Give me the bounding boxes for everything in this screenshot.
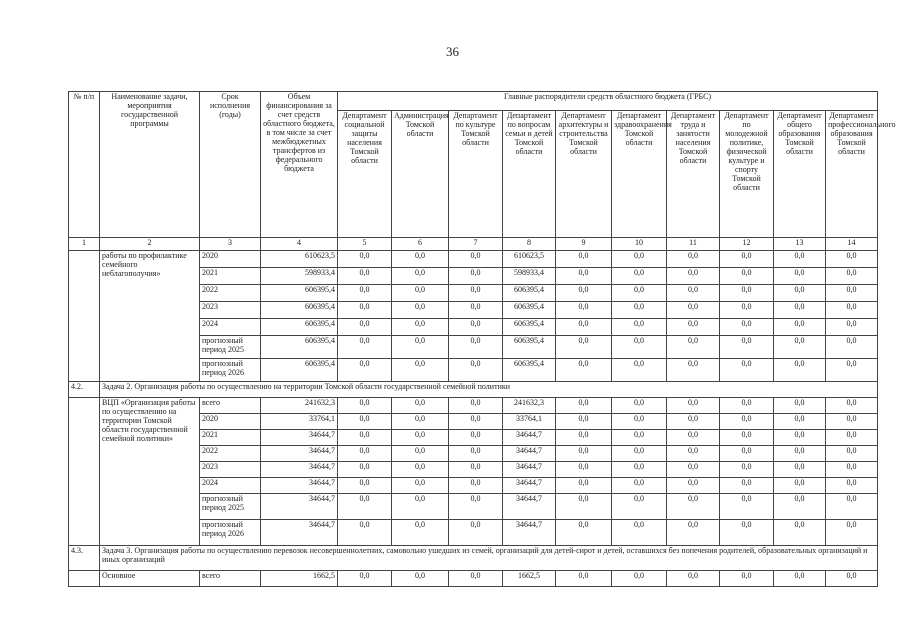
task-row xyxy=(69,382,878,398)
col-number: 7 xyxy=(449,238,503,251)
col-number: 9 xyxy=(556,238,612,251)
volume-cell: 34644,7 xyxy=(261,478,338,494)
table-row xyxy=(69,571,878,587)
grbs-value-cell: 598933,4 xyxy=(503,268,556,285)
grbs-value-cell: 0,0 xyxy=(667,398,720,414)
volume-cell: 610623,5 xyxy=(261,251,338,268)
grbs-value-cell: 0,0 xyxy=(720,571,774,587)
grbs-value-cell: 0,0 xyxy=(667,302,720,319)
grbs-value-cell: 0,0 xyxy=(392,285,449,302)
grbs-value-cell: 0,0 xyxy=(556,302,612,319)
page-number: 36 xyxy=(446,44,459,59)
volume-cell: 598933,4 xyxy=(261,268,338,285)
col-number: 1 xyxy=(69,238,100,251)
header-grbs-3: Департамент по культуре Томской области xyxy=(449,111,503,238)
header-grbs-4: Департамент по вопросам семьи и детей Томской области xyxy=(503,111,556,238)
col-number: 5 xyxy=(338,238,392,251)
grbs-value-cell: 0,0 xyxy=(826,462,878,478)
header-grbs-5: Департамент архитектуры и строительства Томской области xyxy=(556,111,612,238)
grbs-value-cell: 34644,7 xyxy=(503,520,556,546)
header-grbs-8: Департамент по молодежной политике, физической культуре и спорту Томской области xyxy=(720,111,774,238)
grbs-value-cell: 0,0 xyxy=(449,251,503,268)
col-number: 4 xyxy=(261,238,338,251)
activity-name: ВЦП «Организация работы по осуществлению на территории Томской области государственной семейной политики» xyxy=(100,398,200,546)
grbs-value-cell: 0,0 xyxy=(338,251,392,268)
grbs-value-cell: 0,0 xyxy=(667,478,720,494)
grbs-value-cell: 0,0 xyxy=(556,430,612,446)
grbs-value-cell: 610623,5 xyxy=(503,251,556,268)
col-number: 13 xyxy=(774,238,826,251)
grbs-value-cell: 0,0 xyxy=(720,251,774,268)
grbs-value-cell: 0,0 xyxy=(826,398,878,414)
grbs-value-cell: 34644,7 xyxy=(503,446,556,462)
grbs-value-cell: 0,0 xyxy=(392,478,449,494)
grbs-value-cell: 0,0 xyxy=(826,359,878,382)
grbs-value-cell: 0,0 xyxy=(612,430,667,446)
year-cell: всего xyxy=(200,398,261,414)
volume-cell: 606395,4 xyxy=(261,319,338,336)
grbs-value-cell: 0,0 xyxy=(392,462,449,478)
header-grbs-10: Департамент профессионального образования Томской области xyxy=(826,111,878,238)
grbs-value-cell: 0,0 xyxy=(667,446,720,462)
task-number: 4.2. xyxy=(69,382,100,398)
grbs-value-cell: 0,0 xyxy=(720,285,774,302)
task2-body xyxy=(69,398,878,546)
grbs-value-cell: 0,0 xyxy=(612,336,667,359)
grbs-value-cell: 0,0 xyxy=(556,398,612,414)
grbs-value-cell: 0,0 xyxy=(612,319,667,336)
header-grbs-2: Администрация Томской области xyxy=(392,111,449,238)
grbs-value-cell: 0,0 xyxy=(392,398,449,414)
grbs-value-cell: 0,0 xyxy=(774,285,826,302)
grbs-value-cell: 0,0 xyxy=(338,359,392,382)
grbs-value-cell: 0,0 xyxy=(826,478,878,494)
grbs-value-cell: 0,0 xyxy=(392,446,449,462)
year-cell: 2021 xyxy=(200,268,261,285)
grbs-value-cell: 0,0 xyxy=(338,478,392,494)
grbs-value-cell: 0,0 xyxy=(556,359,612,382)
grbs-value-cell: 606395,4 xyxy=(503,336,556,359)
col-number: 8 xyxy=(503,238,556,251)
grbs-value-cell: 0,0 xyxy=(556,285,612,302)
grbs-value-cell: 606395,4 xyxy=(503,359,556,382)
grbs-value-cell: 0,0 xyxy=(556,251,612,268)
grbs-value-cell: 0,0 xyxy=(667,520,720,546)
table-row xyxy=(69,398,878,414)
grbs-value-cell: 0,0 xyxy=(338,571,392,587)
grbs-value-cell: 0,0 xyxy=(392,302,449,319)
grbs-value-cell: 0,0 xyxy=(449,494,503,520)
grbs-value-cell: 0,0 xyxy=(774,430,826,446)
grbs-value-cell: 0,0 xyxy=(612,520,667,546)
grbs-value-cell: 0,0 xyxy=(720,414,774,430)
grbs-value-cell: 34644,7 xyxy=(503,478,556,494)
grbs-value-cell: 0,0 xyxy=(774,446,826,462)
volume-cell: 34644,7 xyxy=(261,494,338,520)
year-cell: 2023 xyxy=(200,462,261,478)
grbs-value-cell: 0,0 xyxy=(774,494,826,520)
col-number: 2 xyxy=(100,238,200,251)
grbs-value-cell: 33764,1 xyxy=(503,414,556,430)
year-cell: 2020 xyxy=(200,414,261,430)
grbs-value-cell: 0,0 xyxy=(826,268,878,285)
header-grbs-1: Департамент социальной защиты населения Томской области xyxy=(338,111,392,238)
grbs-value-cell: 0,0 xyxy=(449,302,503,319)
header-grbs-9: Департамент общего образования Томской области xyxy=(774,111,826,238)
volume-cell: 34644,7 xyxy=(261,462,338,478)
grbs-value-cell: 0,0 xyxy=(338,462,392,478)
grbs-value-cell: 0,0 xyxy=(826,446,878,462)
volume-cell: 606395,4 xyxy=(261,359,338,382)
activity-name: работы по профилактике семейного неблагополучия» xyxy=(100,251,200,382)
task-text: Задача 3. Организация работы по осуществлению перевозок несовершеннолетних, самовольно ушедших из семей, организаций для детей-сирот и детей, оставшихся без попечения родителей, образовательных организаций и иных организаций xyxy=(100,546,878,571)
grbs-value-cell: 0,0 xyxy=(449,571,503,587)
year-cell: 2021 xyxy=(200,430,261,446)
grbs-value-cell: 0,0 xyxy=(720,268,774,285)
grbs-value-cell: 0,0 xyxy=(774,398,826,414)
col-number: 10 xyxy=(612,238,667,251)
grbs-value-cell: 606395,4 xyxy=(503,319,556,336)
grbs-value-cell: 0,0 xyxy=(556,268,612,285)
grbs-value-cell: 0,0 xyxy=(826,319,878,336)
grbs-value-cell: 0,0 xyxy=(720,430,774,446)
activity-name: Основное xyxy=(100,571,200,587)
grbs-value-cell: 0,0 xyxy=(667,251,720,268)
task3-row-group xyxy=(69,546,878,571)
grbs-value-cell: 0,0 xyxy=(556,520,612,546)
grbs-value-cell: 0,0 xyxy=(720,336,774,359)
grbs-value-cell: 0,0 xyxy=(667,359,720,382)
grbs-value-cell: 0,0 xyxy=(612,478,667,494)
year-cell: прогнозный период 2026 xyxy=(200,359,261,382)
grbs-value-cell: 0,0 xyxy=(556,571,612,587)
grbs-value-cell: 0,0 xyxy=(612,302,667,319)
grbs-value-cell: 0,0 xyxy=(392,414,449,430)
grbs-value-cell: 0,0 xyxy=(556,319,612,336)
grbs-value-cell: 0,0 xyxy=(449,478,503,494)
grbs-value-cell: 0,0 xyxy=(392,571,449,587)
grbs-value-cell: 0,0 xyxy=(449,285,503,302)
col-number: 3 xyxy=(200,238,261,251)
grbs-value-cell: 0,0 xyxy=(720,478,774,494)
grbs-value-cell: 0,0 xyxy=(826,520,878,546)
grbs-value-cell: 0,0 xyxy=(774,414,826,430)
task-text: Задача 2. Организация работы по осуществлению на территории Томской области государственной семейной политики xyxy=(100,382,878,398)
grbs-value-cell: 0,0 xyxy=(612,251,667,268)
header-grbs-7: Департамент труда и занятости населения Томской области xyxy=(667,111,720,238)
grbs-value-cell: 0,0 xyxy=(612,571,667,587)
year-cell: 2020 xyxy=(200,251,261,268)
grbs-value-cell: 0,0 xyxy=(774,462,826,478)
grbs-value-cell: 0,0 xyxy=(667,285,720,302)
grbs-value-cell: 0,0 xyxy=(449,520,503,546)
grbs-value-cell: 0,0 xyxy=(338,302,392,319)
year-cell: всего xyxy=(200,571,261,587)
task3-body xyxy=(69,571,878,587)
grbs-value-cell: 0,0 xyxy=(392,359,449,382)
year-cell: 2022 xyxy=(200,446,261,462)
year-cell: 2023 xyxy=(200,302,261,319)
grbs-value-cell: 0,0 xyxy=(449,446,503,462)
year-cell: прогнозный период 2026 xyxy=(200,520,261,546)
grbs-value-cell: 0,0 xyxy=(774,319,826,336)
grbs-value-cell: 0,0 xyxy=(667,571,720,587)
grbs-value-cell: 0,0 xyxy=(449,268,503,285)
volume-cell: 34644,7 xyxy=(261,446,338,462)
row-number xyxy=(69,571,100,587)
task-number: 4.3. xyxy=(69,546,100,571)
grbs-value-cell: 0,0 xyxy=(774,571,826,587)
volume-cell: 241632,3 xyxy=(261,398,338,414)
grbs-value-cell: 0,0 xyxy=(392,494,449,520)
grbs-value-cell: 0,0 xyxy=(826,494,878,520)
grbs-value-cell: 0,0 xyxy=(556,494,612,520)
grbs-value-cell: 0,0 xyxy=(826,336,878,359)
year-cell: прогнозный период 2025 xyxy=(200,494,261,520)
year-cell: 2024 xyxy=(200,478,261,494)
grbs-value-cell: 0,0 xyxy=(392,319,449,336)
grbs-value-cell: 0,0 xyxy=(556,462,612,478)
col-number: 6 xyxy=(392,238,449,251)
grbs-value-cell: 0,0 xyxy=(338,446,392,462)
grbs-value-cell: 0,0 xyxy=(612,285,667,302)
year-cell: 2022 xyxy=(200,285,261,302)
grbs-value-cell: 0,0 xyxy=(338,398,392,414)
grbs-value-cell: 0,0 xyxy=(392,251,449,268)
grbs-value-cell: 0,0 xyxy=(449,462,503,478)
grbs-value-cell: 0,0 xyxy=(449,398,503,414)
grbs-value-cell: 0,0 xyxy=(556,336,612,359)
grbs-value-cell: 0,0 xyxy=(392,268,449,285)
grbs-value-cell: 0,0 xyxy=(826,302,878,319)
volume-cell: 606395,4 xyxy=(261,336,338,359)
row-number xyxy=(69,398,100,546)
grbs-value-cell: 0,0 xyxy=(667,336,720,359)
grbs-value-cell: 0,0 xyxy=(556,414,612,430)
task2-row-group xyxy=(69,382,878,398)
volume-cell: 606395,4 xyxy=(261,302,338,319)
volume-cell: 34644,7 xyxy=(261,520,338,546)
year-cell: 2024 xyxy=(200,319,261,336)
grbs-value-cell: 0,0 xyxy=(826,251,878,268)
grbs-value-cell: 0,0 xyxy=(556,478,612,494)
grbs-value-cell: 0,0 xyxy=(338,285,392,302)
grbs-value-cell: 0,0 xyxy=(338,430,392,446)
grbs-value-cell: 0,0 xyxy=(612,359,667,382)
grbs-value-cell: 0,0 xyxy=(449,359,503,382)
grbs-value-cell: 0,0 xyxy=(667,414,720,430)
grbs-value-cell: 0,0 xyxy=(774,302,826,319)
grbs-value-cell: 0,0 xyxy=(826,430,878,446)
grbs-value-cell: 34644,7 xyxy=(503,494,556,520)
grbs-value-cell: 606395,4 xyxy=(503,302,556,319)
grbs-value-cell: 0,0 xyxy=(720,302,774,319)
grbs-value-cell: 0,0 xyxy=(774,478,826,494)
grbs-value-cell: 0,0 xyxy=(392,520,449,546)
grbs-value-cell: 606395,4 xyxy=(503,285,556,302)
year-cell: прогнозный период 2025 xyxy=(200,336,261,359)
grbs-value-cell: 34644,7 xyxy=(503,462,556,478)
grbs-value-cell: 0,0 xyxy=(720,462,774,478)
col-number: 12 xyxy=(720,238,774,251)
grbs-value-cell: 0,0 xyxy=(556,446,612,462)
header-grbs-6: Департамент здравоохранения Томской области xyxy=(612,111,667,238)
grbs-value-cell: 0,0 xyxy=(612,494,667,520)
grbs-value-cell: 0,0 xyxy=(667,430,720,446)
grbs-value-cell: 0,0 xyxy=(667,462,720,478)
grbs-value-cell: 0,0 xyxy=(338,336,392,359)
volume-cell: 606395,4 xyxy=(261,285,338,302)
grbs-value-cell: 0,0 xyxy=(720,494,774,520)
header-grbs-group: Главные распорядители средств областного бюджета (ГРБС) xyxy=(338,92,878,111)
grbs-value-cell: 34644,7 xyxy=(503,430,556,446)
volume-cell: 34644,7 xyxy=(261,430,338,446)
grbs-value-cell: 0,0 xyxy=(720,319,774,336)
col-number: 11 xyxy=(667,238,720,251)
grbs-value-cell: 0,0 xyxy=(826,285,878,302)
grbs-value-cell: 0,0 xyxy=(774,336,826,359)
grbs-value-cell: 0,0 xyxy=(774,520,826,546)
grbs-value-cell: 0,0 xyxy=(612,414,667,430)
grbs-value-cell: 0,0 xyxy=(667,268,720,285)
grbs-value-cell: 1662,5 xyxy=(503,571,556,587)
grbs-value-cell: 0,0 xyxy=(720,446,774,462)
grbs-value-cell: 0,0 xyxy=(338,520,392,546)
grbs-value-cell: 0,0 xyxy=(392,430,449,446)
grbs-value-cell: 0,0 xyxy=(667,494,720,520)
volume-cell: 1662,5 xyxy=(261,571,338,587)
header-volume: Объем финансирования за счет средств областного бюджета, в том числе за счет межбюджетных трансфертов из федерального бюджета xyxy=(261,92,338,238)
grbs-value-cell: 0,0 xyxy=(720,359,774,382)
grbs-value-cell: 0,0 xyxy=(449,336,503,359)
grbs-value-cell: 0,0 xyxy=(612,462,667,478)
grbs-value-cell: 0,0 xyxy=(720,520,774,546)
grbs-value-cell: 0,0 xyxy=(338,414,392,430)
block1-body xyxy=(69,251,878,382)
grbs-value-cell: 0,0 xyxy=(720,398,774,414)
column-numbers-row xyxy=(69,238,878,251)
header-term: Срок исполнения (годы) xyxy=(200,92,261,238)
grbs-value-cell: 0,0 xyxy=(449,414,503,430)
grbs-value-cell: 0,0 xyxy=(338,494,392,520)
grbs-value-cell: 0,0 xyxy=(774,359,826,382)
budget-table xyxy=(68,91,896,587)
grbs-value-cell: 0,0 xyxy=(826,414,878,430)
header-num: № п/п xyxy=(69,92,100,238)
grbs-value-cell: 0,0 xyxy=(449,319,503,336)
grbs-value-cell: 0,0 xyxy=(612,446,667,462)
grbs-value-cell: 0,0 xyxy=(392,336,449,359)
grbs-value-cell: 0,0 xyxy=(449,430,503,446)
grbs-value-cell: 0,0 xyxy=(338,268,392,285)
header-name: Наименование задачи, мероприятия государственной программы xyxy=(100,92,200,238)
grbs-value-cell: 241632,3 xyxy=(503,398,556,414)
grbs-value-cell: 0,0 xyxy=(612,268,667,285)
grbs-value-cell: 0,0 xyxy=(612,398,667,414)
grbs-value-cell: 0,0 xyxy=(774,268,826,285)
grbs-value-cell: 0,0 xyxy=(338,319,392,336)
grbs-value-cell: 0,0 xyxy=(667,319,720,336)
table-row xyxy=(69,251,878,268)
row-number xyxy=(69,251,100,382)
grbs-value-cell: 0,0 xyxy=(774,251,826,268)
volume-cell: 33764,1 xyxy=(261,414,338,430)
task-row xyxy=(69,546,878,571)
col-number: 14 xyxy=(826,238,878,251)
grbs-value-cell: 0,0 xyxy=(826,571,878,587)
